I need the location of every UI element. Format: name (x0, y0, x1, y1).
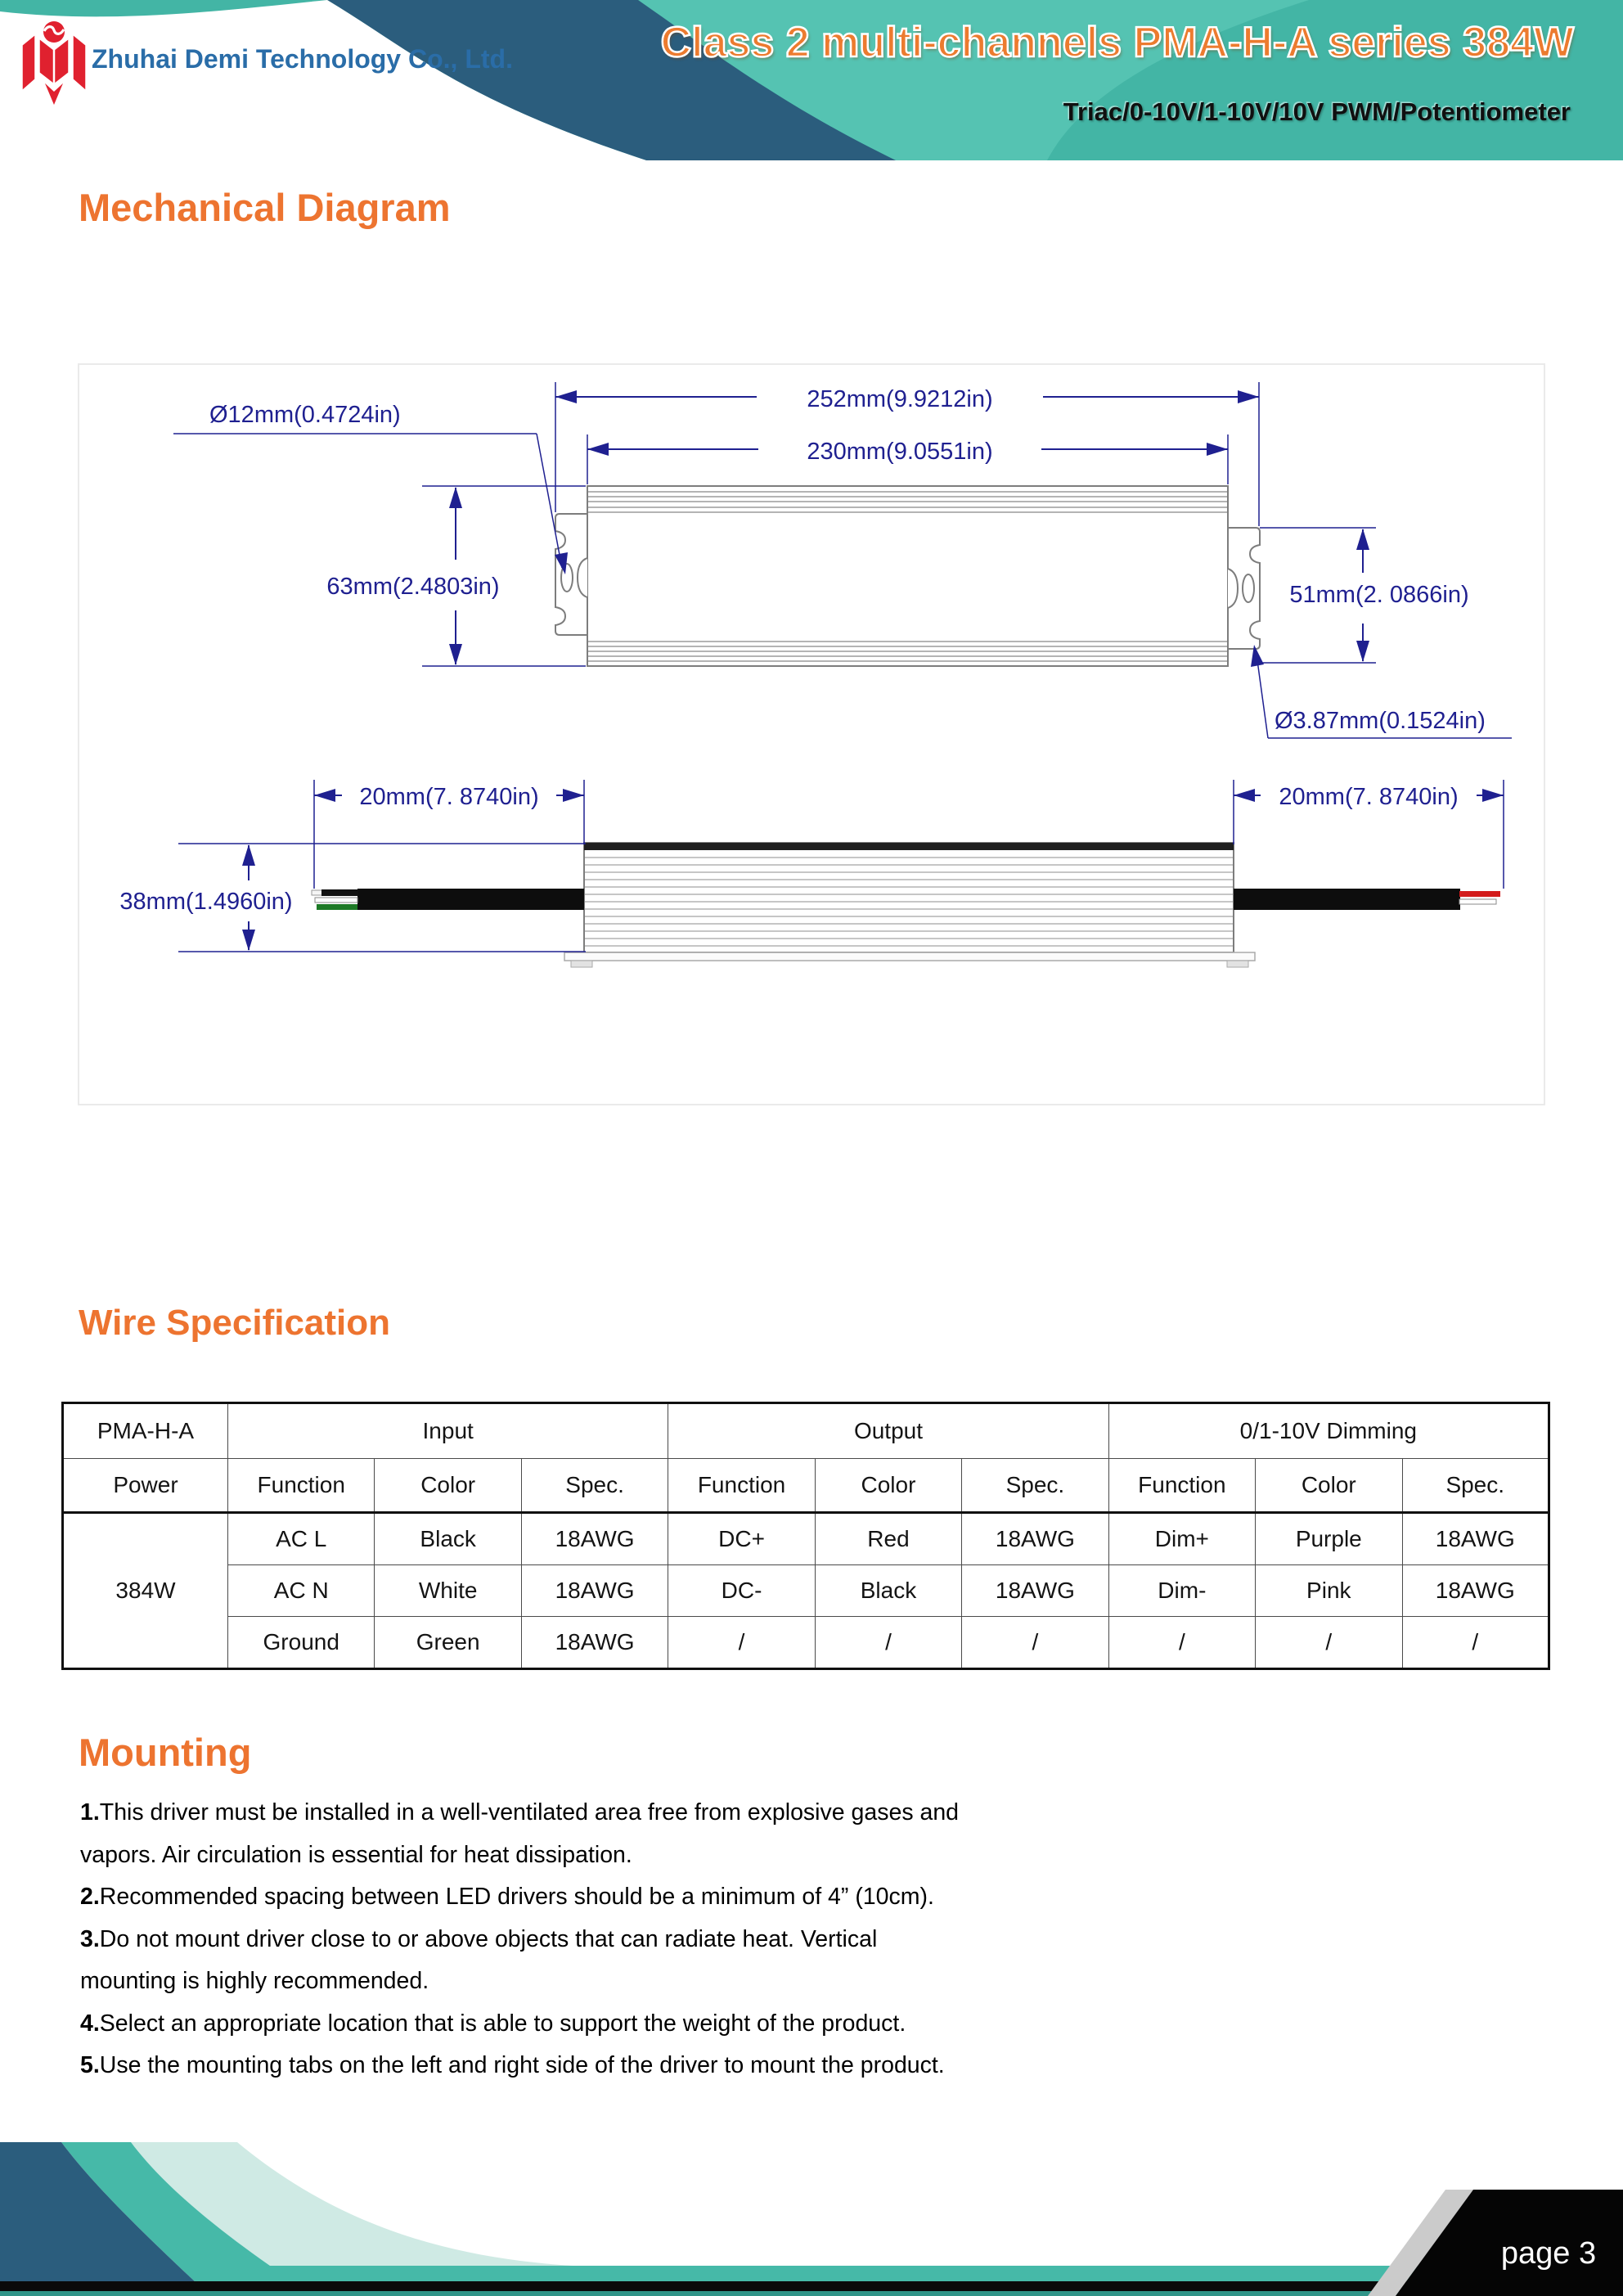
demi-logo-icon (16, 20, 92, 111)
mounting-heading: Mounting (79, 1731, 252, 1774)
input-cable (312, 889, 584, 910)
top-view-drawing (173, 381, 1512, 738)
table-row (63, 1565, 1549, 1617)
dim-63mm-label: 63mm(2.4803in) (326, 574, 500, 600)
green-ground-wire (317, 904, 357, 910)
mounting-item-2: 2.Recommended spacing between LED drivers should be a minimum of 4” (10cm). (80, 1884, 934, 1910)
group-header-dimming: 0/1-10V Dimming (1108, 1403, 1549, 1459)
wire-specification-heading: Wire Specification (79, 1303, 391, 1343)
table-cell: / (815, 1617, 961, 1669)
subheader-cell: Function (1108, 1459, 1255, 1513)
table-cell: / (668, 1617, 815, 1669)
dim-51mm-label: 51mm(2. 0866in) (1289, 582, 1469, 608)
dim-20mm-left-label: 20mm(7. 8740in) (359, 784, 539, 810)
document-title: Class 2 multi-channels PMA-H-A series 384W (660, 19, 1574, 66)
subheader-cell: Function (668, 1459, 815, 1513)
driver-body-top-view (587, 486, 1228, 666)
table-cell: Dim- (1108, 1565, 1255, 1617)
document-subtitle: Triac/0-10V/1-10V/10V PWM/Potentiometer (1063, 97, 1571, 126)
mounting-item-4: 4.Select an appropriate location that is able to support the weight of the product. (80, 2010, 906, 2037)
dim-20mm-right-label: 20mm(7. 8740in) (1279, 784, 1459, 810)
subheader-cell: Color (1256, 1459, 1402, 1513)
table-cell: 18AWG (1402, 1565, 1549, 1617)
dim-hole-3.87mm-label: Ø3.87mm(0.1524in) (1275, 708, 1486, 734)
table-row (63, 1617, 1549, 1669)
table-cell: 18AWG (521, 1513, 668, 1565)
right-tab-hole (1243, 574, 1254, 602)
table-cell: White (375, 1565, 521, 1617)
group-header-output: Output (668, 1403, 1108, 1459)
table-row (63, 1513, 1549, 1565)
dim-hole-12mm-label: Ø12mm(0.4724in) (209, 402, 401, 428)
subheader-cell: Spec. (521, 1459, 668, 1513)
power-value-cell: 384W (63, 1513, 228, 1669)
page-number: page 3 (1500, 2236, 1597, 2271)
company-name: Zhuhai Demi Technology Co., Ltd. (92, 44, 513, 74)
subheader-cell: Color (815, 1459, 961, 1513)
table-cell: Black (375, 1513, 521, 1565)
output-cable (1234, 889, 1500, 910)
dim-252mm-label: 252mm(9.9212in) (807, 386, 993, 412)
table-cell: DC- (668, 1565, 815, 1617)
power-header-cell: Power (63, 1459, 228, 1513)
table-cell: / (1108, 1617, 1255, 1669)
white-wire (315, 898, 357, 903)
diagram-frame (79, 364, 1544, 1105)
table-subheader-row (63, 1459, 1549, 1513)
mounting-item-3: 3.Do not mount driver close to or above objects that can radiate heat. Vertical mounting is highly recommended. (80, 1925, 878, 1994)
table-cell: Purple (1256, 1513, 1402, 1565)
table-cell: AC N (228, 1565, 375, 1617)
table-cell: / (1402, 1617, 1549, 1669)
table-cell: 18AWG (1402, 1513, 1549, 1565)
side-view-drawing (108, 780, 1504, 967)
table-cell: Black (815, 1565, 961, 1617)
subheader-cell: Color (375, 1459, 521, 1513)
mounting-item-1: 1.This driver must be installed in a well-ventilated area free from explosive gases and vapors. Air circulation is essential for heat dissipation. (80, 1799, 960, 1868)
table-group-header-row (63, 1403, 1549, 1459)
base-plate (564, 952, 1255, 961)
model-cell: PMA-H-A (63, 1403, 228, 1459)
driver-body-side-view (584, 843, 1234, 952)
dim-230mm-label: 230mm(9.0551in) (807, 439, 993, 465)
table-cell: Ground (228, 1617, 375, 1669)
mounting-instructions (80, 1792, 1225, 2087)
red-wire (1459, 891, 1500, 897)
mechanical-diagram-heading: Mechanical Diagram (79, 186, 451, 229)
group-header-input: Input (228, 1403, 668, 1459)
subheader-cell: Spec. (1402, 1459, 1549, 1513)
table-cell: Dim+ (1108, 1513, 1255, 1565)
table-cell: 18AWG (521, 1565, 668, 1617)
subheader-cell: Spec. (962, 1459, 1108, 1513)
table-cell: DC+ (668, 1513, 815, 1565)
footer-graphic (0, 2126, 1623, 2296)
table-cell: / (1256, 1617, 1402, 1669)
table-cell: 18AWG (521, 1617, 668, 1669)
table-cell: 18AWG (962, 1565, 1108, 1617)
table-cell: AC L (228, 1513, 375, 1565)
table-cell: / (962, 1617, 1108, 1669)
table-cell: 18AWG (962, 1513, 1108, 1565)
white-wire (1459, 899, 1496, 904)
table-cell: Green (375, 1617, 521, 1669)
table-cell: Pink (1256, 1565, 1402, 1617)
subheader-cell: Function (228, 1459, 375, 1513)
wire-specification-table (61, 1402, 1550, 1670)
table-cell: Red (815, 1513, 961, 1565)
dim-38mm-label: 38mm(1.4960in) (119, 889, 293, 915)
mounting-item-5: 5.Use the mounting tabs on the left and right side of the driver to mount the product. (80, 2052, 945, 2078)
mechanical-diagram-drawing (0, 344, 1623, 1113)
